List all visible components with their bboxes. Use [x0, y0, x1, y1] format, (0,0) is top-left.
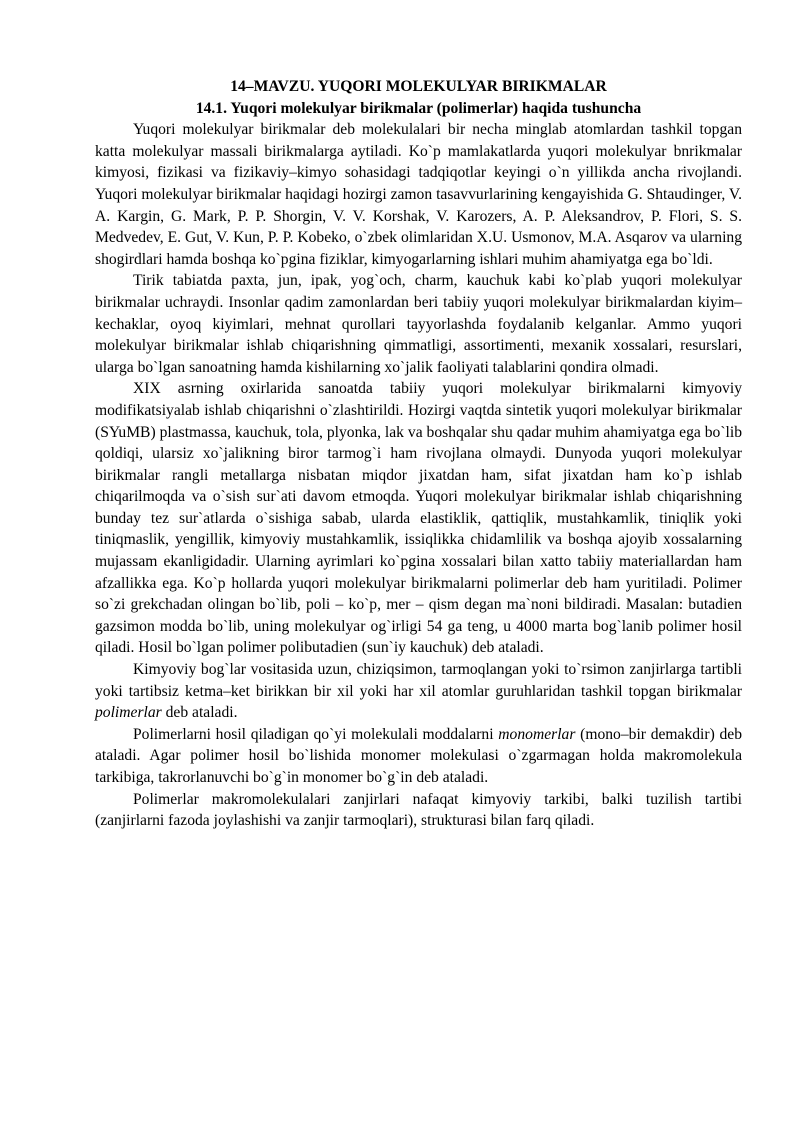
paragraph-1: Yuqori molekulyar birikmalar deb molekulalari bir necha minglab atomlardan tashkil topgan katta molekulyar massali birikmalarga aytiladi. Ko`p mamlakatlarda yuqori molekulyar bnrikmalar kimyosi, fizikasi va fizikaviy–kimyo sohasidagi tadqiqotlar keyingi o`n yillikda ancha rivojlandi. Yuqori molekulyar birikmalar haqidagi hozirgi zamon tasavvurlarining kengayishida G. Shtaudinger, V. A. Kargin, G. Mark, P. P. Shorgin, V. V. Korshak, V. Karozers, A. P. Aleksandrov, P. Flori, S. S. Medvedev, E. Gut, V. Kun, P. P. Kobeko, o`zbek olimlaridan X.U. Usmonov, M.A. Asqarov va ularning shogirdlari hamda boshqa ko`pgina fiziklar, kimyogarlarning ishlari muhim ahamiyatga ega bo`ldi. [95, 121, 742, 268]
term-polimerlar: polimerlar [95, 704, 162, 722]
term-monomerlar: monomerlar [498, 725, 576, 743]
paragraph-5-text: Polimerlarni hosil qiladigan qo`yi molekulali moddalarni [133, 725, 499, 743]
paragraph-4 [95, 659, 742, 724]
paragraph-5-end: (mono–bir demakdir) deb ataladi. Agar polimer hosil bo`lishida monomer molekulasi o`zgarmagan holda makromolekula tarkibiga, takrorlanuvchi bo`g`in monomer bo`g`in deb ataladi. [95, 725, 743, 786]
paragraph-3: XIX asrning oxirlarida sanoatda tabiiy yuqori molekulyar birikmalarni kimyoviy modifikatsiyalab ishlab chiqarishni o`zlashtirildi. Hozirgi vaqtda sintetik yuqori molekulyar birikmalar (SYuMB) plastmassa, kauchuk, tola, plyonka, lak va boshqalar shu qadar muhim ahamiyatga ega bo`lib qoldiqi, ularsiz xo`jalikning biror tarmog`i ham rivojlana olmaydi. Dunyoda yuqori molekulyar birikmalar rangli metallarga nisbatan miqdor jixatdan ham, sifat jixatdan ham ko`p ishlab chiqarilmoqda va o`sish sur`ati davom etmoqda. Yuqori molekulyar birikmalar ishlab chiqarishning bunday tez sur`atlarda o`sishiga sabab, ularda elastiklik, qattiqlik, mustahkamlik, tiniqlik yoki tiniqmaslik, yengillik, kimyoviy mustahkamlik, issiqlikka chidamlilik va boshqa ajoyib xossalarning mujassam ekanligidadir. Ularning ayrimlari ko`pgina xossalari bilan xatto tabiiy materiallardan ham afzallikka ega. Ko`p hollarda yuqori molekulyar birikmalarni polimerlar deb ham yuritiladi. Polimer so`zi grekchadan olingan bo`lib, poli – ko`p, mer – qism degan ma`noni bildiradi. Masalan: butadien gazsimon modda bo`lib, uning molekulyar og`irligi 54 ga teng, u 4000 marta bog`lanib polimer hosil qiladi. Hosil bo`lgan polimer polibutadien (sun`iy kauchuk) deb ataladi. [95, 380, 742, 657]
section-heading: 14.1. Yuqori molekulyar birikmalar (polimerlar) haqida tushuncha [195, 99, 642, 117]
paragraph-4-end: deb ataladi. [161, 704, 238, 722]
paragraph-6: Polimerlar makromolekulalari zanjirlari nafaqat kimyoviy tarkibi, balki tuzilish tartibi (zanjirlarni fazoda joylashishi va zanjir tarmoqlari), strukturasi bilan farq qiladi. [95, 790, 742, 830]
paragraph-4-text: Kimyoviy bog`lar vositasida uzun, chiziqsimon, tarmoqlangan yoki to`rsimon zanjirlarga tartibli yoki tartibsiz ketma–ket birikkan bir xil yoki har xil atomlar guruhlaridan tashkil topgan birikmalar [95, 661, 742, 700]
paragraph-2: Tirik tabiatda paxta, jun, ipak, yog`och, charm, kauchuk kabi ko`plab yuqori molekulyar birikmalar uchraydi. Insonlar qadim zamonlardan beri tabiiy yuqori molekulyar birikmalardan kiyim–kechaklar, oyoq kiyimlari, mehnat qurollari tayyorlashda foydalanib kelganlar. Ammo yuqori molekulyar birikmalar ishlab chiqarishning qimmatligi, assortimenti, mexanik xossalari, resurslari, ularga bo`lgan sanoatning hamda kishilarning xo`jalik faoliyati talablarini qondira olmadi. [95, 272, 742, 376]
document-page [95, 76, 742, 832]
document-title: 14–MAVZU. YUQORI MOLEKULYAR BIRIKMALAR [230, 78, 607, 95]
paragraph-5 [95, 724, 742, 789]
